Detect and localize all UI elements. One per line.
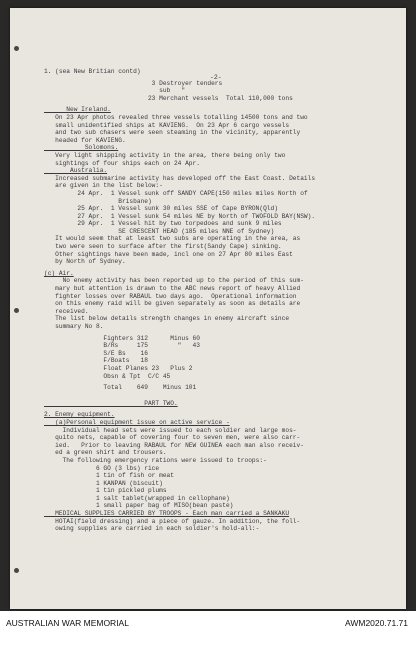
text-line: sightings of four ships each on 24 Apr. [44,159,200,167]
text-line: S/E Bs 16 [44,349,148,357]
text-line: On 23 Apr photos revealed three vessels totalling 14500 tons and two [44,113,308,121]
text-line: Solomons. [44,144,119,152]
text-line: Increased submarine activity has developed off the East Coast. Details [44,174,316,182]
text-line: are given in the list below:- [44,182,163,190]
text-line: MEDICAL SUPPLIES CARRIED BY TROOPS - Each man carried a SANKAKU [44,510,290,518]
text-line: Float Planes 23 Plus 2 [44,364,193,372]
text-line: No enemy activity has been reported up to the period of this sum- [44,277,304,285]
text-line: sub " [44,87,186,95]
text-line: owing supplies are carried in each soldier's hold-all:- [44,525,260,533]
text-line: B/Rs 175 " 43 [44,342,200,350]
reference-number: AWM2020.71.71 [345,618,408,628]
text-line: mary but attention is drawn to the ABC news report of heavy Allied [44,285,301,293]
text-line: Individual head sets were issued to each soldier and large mos- [44,426,297,434]
text-line: New Ireland. [44,106,111,114]
text-line: 1 KANPAN (biscuit) [44,479,163,487]
text-line: 6 GO (3 lbs) rice [44,464,160,472]
text-line: Australia. [44,167,108,175]
document-page [10,8,406,609]
footer-bar [0,611,416,653]
text-line: 1 tin pickled plums [44,487,167,495]
text-line: 23 Merchant vessels Total 110,000 tons [44,94,293,102]
text-line: 1. (sea New Britian contd) [44,68,141,75]
text-line: SE CRESCENT HEAD (185 miles NNE of Sydney) [44,227,275,235]
text-line: 29 Apr. 1 Vessel hit by two torpedoes and sunk 9 miles [44,220,282,228]
text-line: 25 Apr. 1 Vessel sunk 30 miles SSE of Cape BYRON(Qld) [44,205,278,213]
institution-label: AUSTRALIAN WAR MEMORIAL [6,618,129,628]
page-number: -2- [210,74,222,81]
text-line: F/Boats 18 [44,357,148,365]
text-line: and two sub chasers were seen steaming in the vicinity, apparently [44,129,301,137]
text-line: 1 tin of fish or meat [44,472,174,480]
text-line: ied. Prior to leaving RABAUL for NEW GUINEA each man also receiv- [44,441,304,449]
text-line: small unidentified ships at KAVIENG. On 23 Apr 6 cargo vessels [44,121,290,129]
text-line: quito nets, capable of covering four to seven men, were also carr- [44,434,301,442]
text-line: 2. Enemy equipment. [44,411,115,419]
text-line: (a)Personal equipment issue on active service - [44,418,230,426]
text-line: Obsn & Tpt C/C 45 [44,372,171,380]
typewritten-text [44,68,394,533]
text-line: It would seem that at least two subs are operating in the area, as [44,235,301,243]
text-line: Other sightings have been made, incl one on 27 Apr 80 miles East [44,250,293,258]
text-line: 27 Apr. 1 Vessel sunk 54 miles NE by North of TWOFOLD BAY(NSW). [44,212,316,220]
text-line: The following emergency rations were issued to troops:- [44,456,267,464]
text-line: 3 Destroyer tenders [44,79,223,87]
text-line: 1 salt tablet(wrapped in cellophane) [44,494,230,502]
text-line: Very light shipping activity in the area, there being only two [44,151,286,159]
text-line: Fighters 312 Minus 60 [44,334,200,342]
text-line: (c) Air. [44,269,74,277]
text-line: summary No 8. [44,323,104,330]
text-line: fighter losses over RABAUL two days ago. Operational information [44,292,297,300]
text-line: HOTAI(field dressing) and a piece of gauze. In addition, the foll- [44,517,301,525]
text-line: 24 Apr. 1 Vessel sunk off SANDY CAPE(150 miles miles North of [44,189,308,197]
text-line: PART TWO. [44,399,178,407]
text-line: The list below details strength changes in enemy aircraft since [44,315,290,323]
text-line: Total 649 Minus 101 [44,384,197,392]
punch-hole [14,568,19,573]
text-line: ed a green shirt and trousers. [44,449,167,457]
text-line: headed for KAVIENG. [44,136,126,144]
text-line: 1 small paper bag of MISO(bean paste) [44,502,234,510]
text-line: by North of Sydney. [44,258,126,266]
punch-hole [14,308,19,313]
text-line: received. [44,307,89,315]
punch-hole [14,46,19,51]
text-line: on this enemy raid will be given separately as soon as details are [44,300,301,308]
text-line: two were seen to surface after the first(Sandy Cape) sinking. [44,243,282,251]
punch-holes [14,8,24,609]
text-line: Brisbane) [44,197,152,205]
